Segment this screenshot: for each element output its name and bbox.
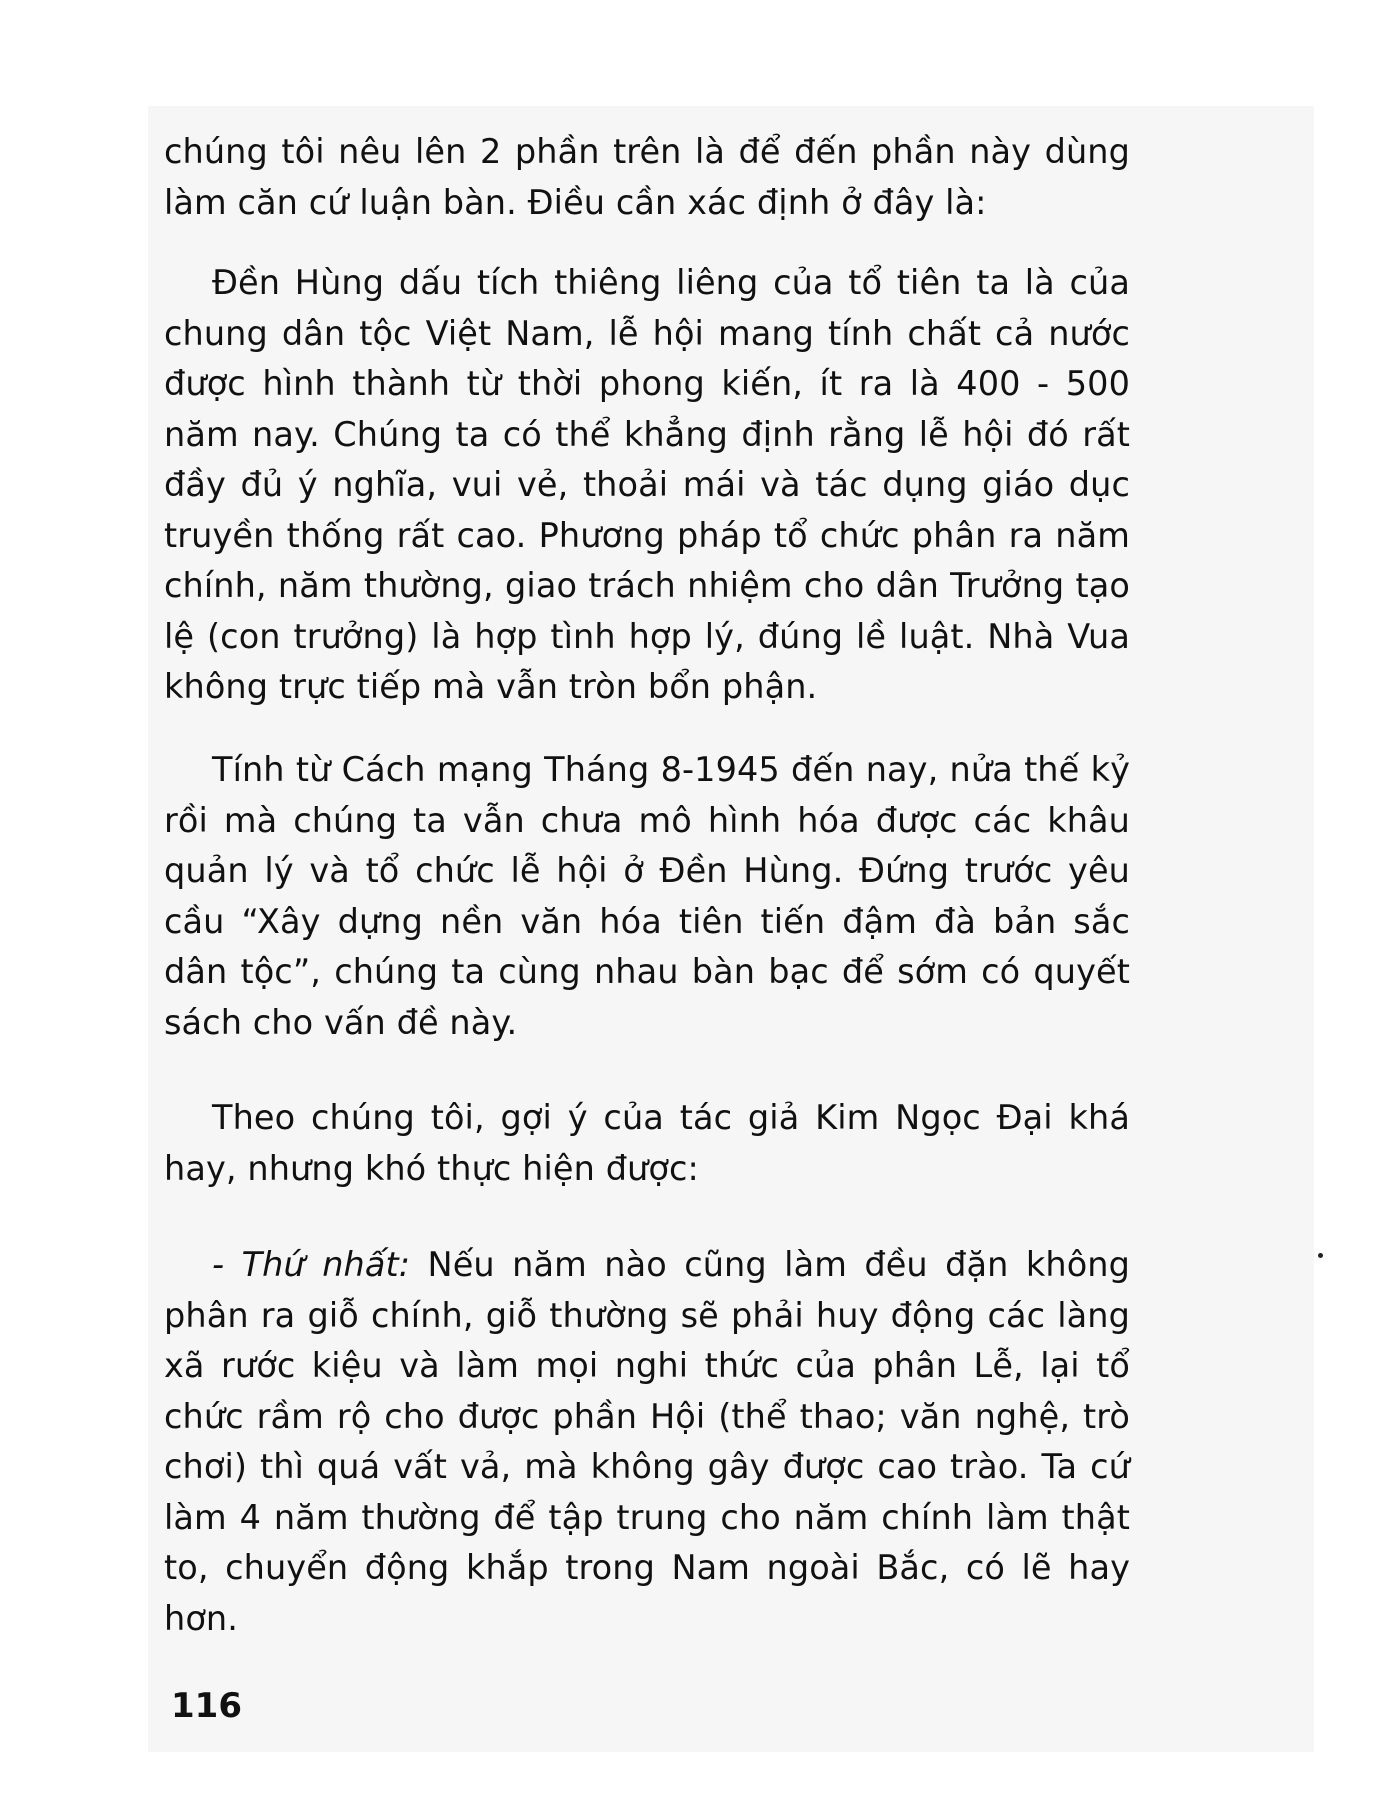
page-number: 116	[171, 1686, 242, 1726]
thu-nhat-body: Nếu năm nào cũng làm đều đặn không phân ra giỗ chính, giỗ thường sẽ phải huy động các làng xã rước kiệu và làm mọi nghi thức của phân Lễ, lại tổ chức rầm rộ cho được phần Hội (thể thao; văn nghệ, trò chơi) thì quá vất vả, mà không gây được cao trào. Ta cứ làm 4 năm thường để tập trung cho năm chính làm thật to, chuyển động khắp trong Nam ngoài Bắc, có lẽ hay hơn.	[164, 1245, 1130, 1638]
paragraph-cach-mang: Tính từ Cách mạng Tháng 8-1945 đến nay, nửa thế kỷ rồi mà chúng ta vẫn chưa mô hình hóa được các khâu quản lý và tổ chức lễ hội ở Đền Hùng. Đứng trước yêu cầu “Xây dựng nền văn hóa tiên tiến đậm đà bản sắc dân tộc”, chúng ta cùng nhau bàn bạc để sớm có quyết sách cho vấn đề này.	[164, 750, 1130, 1042]
paragraph-den-hung: Đền Hùng dấu tích thiêng liêng của tổ tiên ta là của chung dân tộc Việt Nam, lễ hội mang tính chất cả nước được hình thành từ thời phong kiến, ít ra là 400 - 500 năm nay. Chúng ta có thể khẳng định rằng lễ hội đó rất đầy đủ ý nghĩa, vui vẻ, thoải mái và tác dụng giáo dục truyền thống rất cao. Phương pháp tổ chức phân ra năm chính, năm thường, giao trách nhiệm cho dân Trưởng tạo lệ (con trưởng) là hợp tình hợp lý, đúng lề luật. Nhà Vua không trực tiếp mà vẫn tròn bổn phận.	[164, 263, 1130, 706]
paragraph-goi-y: Theo chúng tôi, gợi ý của tác giả Kim Ngọc Đại khá hay, nhưng khó thực hiện được:	[164, 1098, 1130, 1188]
paragraph-intro: chúng tôi nêu lên 2 phần trên là để đến phần này dùng làm căn cứ luận bàn. Điều cần xác định ở đây là:	[164, 132, 1130, 222]
thu-nhat-label: - Thứ nhất:	[212, 1245, 411, 1284]
paragraph-thu-nhat	[164, 1240, 1130, 1644]
scan-speck	[1318, 1253, 1323, 1258]
